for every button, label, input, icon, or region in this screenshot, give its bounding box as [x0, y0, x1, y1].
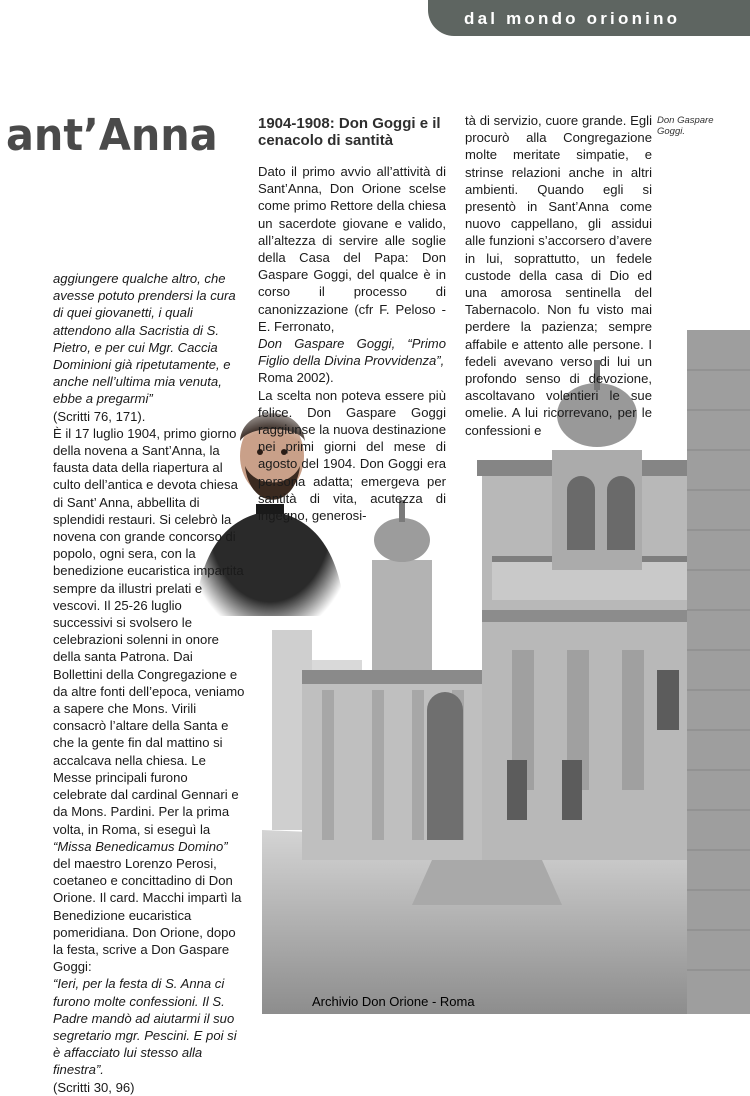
paragraph-first-rector: Dato il primo avvio all’attività di Sant’Anna, Don Orione scelse come primo Rettore della chiesa un sacerdote giovane e valido, all’altezza di servire alle soglie della Casa del Papa: Don Gaspare Goggi, del qualce è in corso il processo di canonizzazione (cfr F. Peloso - E. Ferronato,	[258, 164, 446, 334]
photo-caption: Don Gaspare Goggi.	[657, 115, 714, 137]
book-title: Don Gaspare Goggi, “Primo Figlio della Divina Provvidenza”,	[258, 336, 446, 369]
paragraph-perosi: del maestro Lorenzo Perosi, coetaneo e concittadino di Don Orione. Il card. Macchi impartì la Benedizione eucaristica pomeridiana. Don Orione, dopo la festa, scrive a Don Gaspare Goggi:	[53, 855, 242, 975]
archive-credit: Archivio Don Orione - Roma	[312, 994, 475, 1009]
mass-title: “Missa Benedicamus Domino”	[53, 838, 228, 854]
citation-scritti-30: (Scritti 30, 96)	[53, 1079, 135, 1095]
quote-scritti-76: aggiungere qualche altro, che avesse potuto prendersi la cura di quei giovanetti, i quali attendono alla Sacristia di S. Pietro, e per cui Mgr. Caccia Dominioni già ripetutamente, e anche nell’ultima mia venuta, ebbe a pregarmi”	[53, 271, 236, 407]
article-left-column	[53, 270, 245, 1096]
page-title: ant’Anna	[6, 110, 218, 161]
paragraph-choice: La scelta non poteva essere più felice. Don Gaspare Goggi raggiunse la nuova destinazione nei primi giorni del mese di agosto del 1904. Don Goggi era persona adatta; emergeva per santità di vita, acutezza di ingegno, generosi-	[258, 387, 446, 524]
article-middle-column	[258, 163, 446, 524]
section-tab: dal mondo orionino	[428, 0, 750, 36]
paragraph-novena: È il 17 luglio 1904, primo giorno della novena a Sant’Anna, la fausta data della riapertura al culto dell’antica e devota chiesa di Sant’ Anna, abbellita di splendidi restauri. Si celebrò la novena con grande concorso di popolo, ogni sera, con la benedizione eucaristica impartita sempre da illustri prelati e vescovi. Il 25-26 luglio successivi si svolsero le celebrazioni solenni in onore della santa Patrona. Dai Bollettini della Congregazione e da altre fonti dell’epoca, veniamo a sapere che Mons. Virili consacrò l’altare della Santa e che la gente fin dal mattino si accalcava nella chiesa. Le Messe principali furono celebrate dal cardinal Gennari e da Mons. Pardini. Per la prima volta, in Roma, si eseguì la	[53, 425, 245, 837]
paragraph-service: tà di servizio, cuore grande. Egli procurò alla Congregazione molte meritate simpatie, e strinse relazioni anche in altri ambienti. Quando egli si presentò in Sant’Anna come nuovo cappellano, gli assidui alle funzioni s’accorsero d’avere in lui, soprattutto, un fedele custode della casa di Dio ed una amorosa sentinella del Tabernacolo. Non fu visto mai perdere la pazienza; sempre affabile e attento alle persone. I fedeli avevano verso di lui un profondo senso di devozione, ascoltavano volentieri le sue omelie. A lui ricorrevano, per le confessioni e	[465, 113, 652, 438]
book-place-year: Roma 2002).	[258, 370, 334, 386]
quote-scritti-30: “Ieri, per la festa di S. Anna ci furono molte confessioni. Il S. Padre mandò ad aiutarmi il suo segretario mgr. Pescini. E poi si è affacciato lui stesso alla finestra”.	[53, 976, 237, 1078]
citation-scritti-76: (Scritti 76, 171).	[53, 408, 146, 424]
section-heading: 1904-1908: Don Goggi e il cenacolo di santità	[258, 115, 441, 149]
article-right-column	[465, 112, 652, 439]
